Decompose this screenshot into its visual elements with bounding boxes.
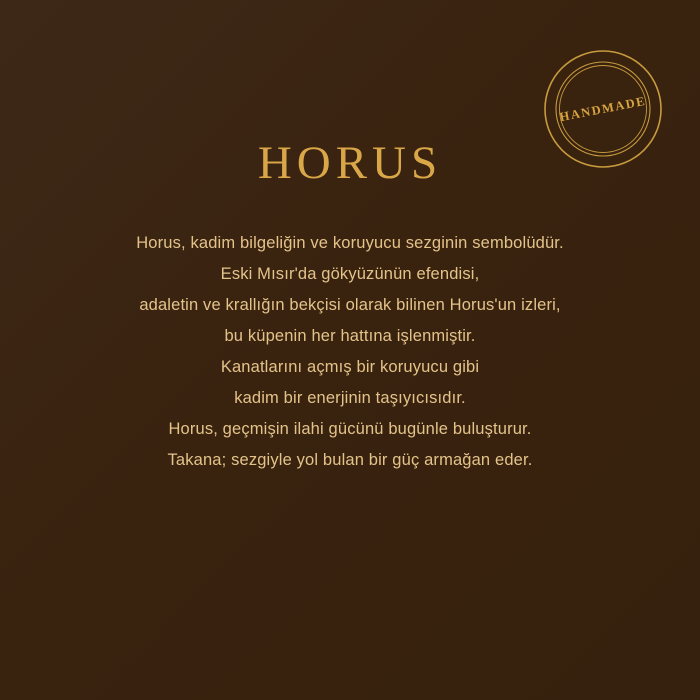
description-line: Kanatlarını açmış bir koruyucu gibi: [220, 358, 480, 376]
description-line: kadim bir enerjinin taşıyıcısıdır.: [234, 389, 466, 407]
description-line: bu küpenin her hattına işlenmiştir.: [224, 327, 476, 345]
handmade-stamp-label: HANDMADE: [558, 93, 648, 124]
description-line: Horus, geçmişin ilahi gücünü bugünle buluşturur.: [168, 420, 532, 438]
product-description: [60, 228, 640, 476]
description-line: Takana; sezgiyle yol bulan bir güç armağan eder.: [167, 451, 533, 469]
description-line: Horus, kadim bilgeliğin ve koruyucu sezginin sembolüdür.: [136, 234, 564, 252]
description-line: Eski Mısır'da gökyüzünün efendisi,: [220, 265, 480, 283]
description-line: adaletin ve krallığın bekçisi olarak bilinen Horus'un izleri,: [139, 296, 561, 314]
page-title: HORUS: [257, 137, 443, 189]
